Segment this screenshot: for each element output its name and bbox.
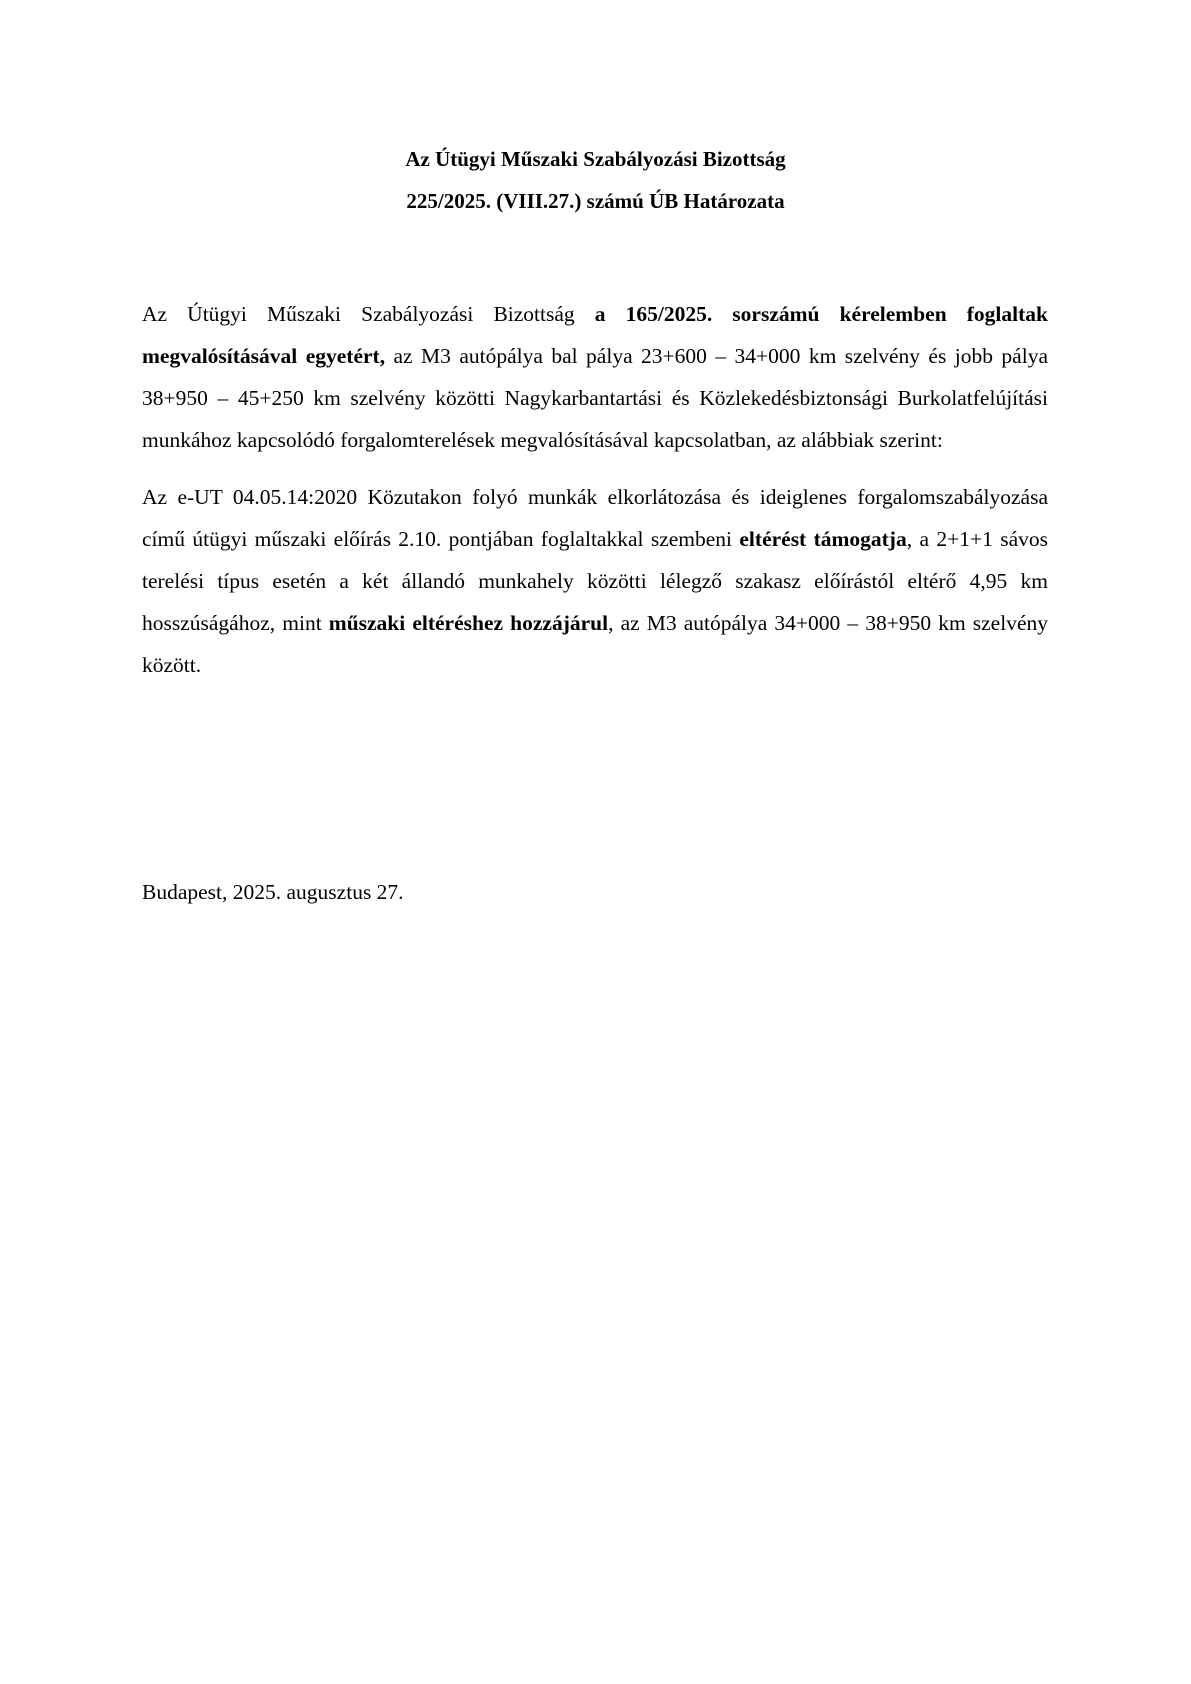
- paragraph-2-bold-1: eltérést támogatja: [739, 527, 907, 551]
- document-title: [0, 138, 1191, 222]
- resolution-paragraph-1: [142, 293, 1048, 461]
- paragraph-2-text-2: , a 2+1+1 sávos terelési típus esetén a két állandó munkahely közötti lélegző szakasz előírástól eltérő 4,95 km hosszúságához, mint: [142, 527, 1048, 635]
- paragraph-2-bold-2: műszaki eltéréshez hozzájárul: [328, 611, 609, 635]
- paragraph-1-text-2: az M3 autópálya bal pálya 23+600 – 34+000 km szelvény és jobb pálya 38+950 – 45+250 km szelvény közötti Nagykarbantartási és Közlekedésbiztonsági Burkolatfelújítási munkához kapcsolódó forgalomterelések megvalósításával kapcsolatban, az alábbiak szerint:: [142, 344, 1048, 452]
- place-and-date: Budapest, 2025. augusztus 27.: [142, 880, 404, 904]
- paragraph-1-text-1: Az Útügyi Műszaki Szabályozási Bizottság: [142, 302, 595, 326]
- paragraph-2-text-1: Az e-UT 04.05.14:2020 Közutakon folyó munkák elkorlátozása és ideiglenes forgalomszabályozása című útügyi műszaki előírás 2.10. pontjában foglaltakkal szembeni: [142, 485, 1048, 551]
- paragraph-2-text-3: , az M3 autópálya 34+000 – 38+950 km szelvény között.: [142, 611, 1048, 677]
- title-committee-name: Az Útügyi Műszaki Szabályozási Bizottság: [405, 147, 786, 171]
- resolution-paragraph-2: [142, 476, 1048, 686]
- paragraph-1-bold-1: a 165/2025. sorszámú kérelemben foglaltak megvalósításával egyetért,: [142, 302, 1048, 368]
- title-resolution-number: 225/2025. (VIII.27.) számú ÚB Határozata: [406, 189, 785, 213]
- document-body: [142, 293, 1048, 686]
